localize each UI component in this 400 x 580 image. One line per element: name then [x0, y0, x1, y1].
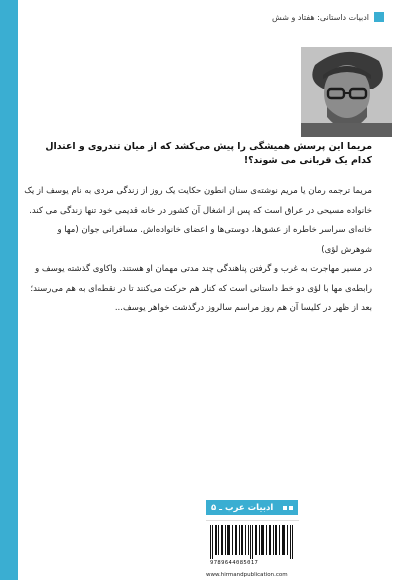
blurb-body	[24, 182, 372, 319]
book-blurb	[24, 140, 372, 319]
blurb-line: خانه‌ای سراسر خاطره از عشق‌ها، دوستی‌ها و اعضای خانواده‌اش. مسافرانی جوان (مها و شوهرش لؤی)	[57, 225, 372, 255]
blurb-line: خانواده مسیحی در عراق است که پس از اشغال آن کشور در خانه قدیمی خود تنها زندگی می کند.	[29, 205, 372, 216]
book-stack-icon	[283, 506, 293, 510]
blurb-line: بعد از ظهر در کلیسا آن هم روز مراسم سالروز درگذشت خواهر یوسف...	[114, 303, 372, 313]
blurb-line: رابطه‌ی مها با لؤی دو خط داستانی است که کنار هم حرکت می‌کنند تا در نقطه‌ای به هم می‌رسند؛	[30, 283, 372, 294]
series-header	[272, 12, 384, 22]
blurb-line: مریما ترجمه رمان یا مریم نوشته‌ی سنان انطون حکایت یک روز از زندگی مردی به نام یوسف از یک	[24, 186, 372, 196]
author-portrait-icon	[301, 47, 392, 137]
publisher-website: www.hirmandpublication.com	[206, 572, 288, 578]
blurb-line: در مسیر مهاجرت به غرب و گرفتن پناهندگی چند مدتی مهمان او هستند. واکاوی گذشته یوسف و	[35, 264, 372, 274]
cover-spine-band	[0, 0, 18, 580]
series-badge-label: ادبیات عرب ـ ۵	[211, 502, 274, 513]
author-photo	[301, 47, 392, 137]
barcode-icon	[210, 525, 295, 559]
blurb-question: مریما این پرسش همیشگی را پیش می‌کشد که از میان تندروی و اعتدال کدام یک قربانی می شوند؟!	[45, 141, 372, 166]
series-badge	[206, 500, 298, 515]
isbn-number: 9789644085017	[210, 560, 259, 566]
barcode	[206, 520, 299, 571]
series-square-icon	[374, 12, 384, 22]
series-title: ادبیات داستانی: هفتاد و شش	[272, 12, 369, 22]
